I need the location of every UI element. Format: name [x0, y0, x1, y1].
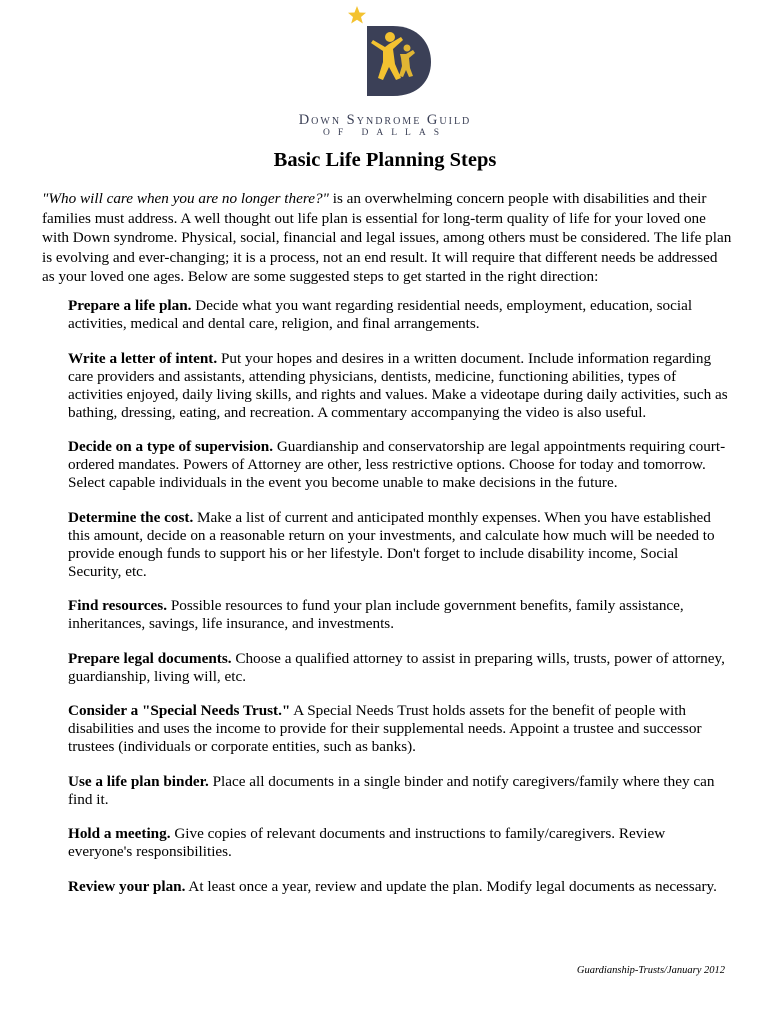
step-item — [68, 438, 732, 492]
step-heading: Review your plan. — [68, 877, 186, 895]
step-item — [68, 509, 732, 581]
logo — [345, 4, 435, 96]
intro-quote: "Who will care when you are no longer there?" — [42, 190, 329, 207]
page-title: Basic Life Planning Steps — [273, 149, 497, 171]
step-item — [68, 825, 732, 861]
step-heading: Prepare a life plan. — [68, 297, 192, 314]
star-and-figures-d-logo-icon — [345, 4, 435, 96]
step-body: A Special Needs Trust holds assets for the benefit of people with disabilities and uses the income to provide for their supplemental needs. Appoint a trustee and successor trustees (individuals or corporate entities, such as banks). — [68, 702, 702, 755]
intro-text: is an overwhelming concern people with disabilities and their families must address. A well thought out life plan is essential for long-term quality of life for your loved one with Down syndrome. Physical, social, financial and legal issues, among others must be considered. The life plan is evolving and ever-changing; it is a process, not an end result. It will require that different needs be addressed as your loved one ages. Below are some suggested steps to get started in the right direction: — [42, 190, 732, 286]
step-body: Give copies of relevant documents and instructions to family/caregivers. Review everyone's responsibilities. — [68, 825, 666, 860]
step-item — [68, 773, 732, 809]
step-heading: Prepare legal documents. — [68, 649, 232, 667]
step-item — [68, 878, 732, 896]
step-body: Decide what you want regarding residential needs, employment, education, social activities, medical and dental care, religion, and final arrangements. — [68, 297, 693, 332]
step-heading: Consider a "Special Needs Trust." — [68, 702, 291, 719]
step-body: Guardianship and conservatorship are legal appointments requiring court-ordered mandates. Powers of Attorney are other, less restrictive options. Choose for today and tomorrow. Select capable individuals in the event you become unable to make decisions in the future. — [68, 438, 726, 491]
step-body: Place all documents in a single binder and notify caregivers/family where they can find it. — [68, 772, 715, 808]
step-item — [68, 702, 732, 756]
step-item — [68, 350, 732, 422]
step-body: At least once a year, review and update the plan. Modify legal documents as necessary. — [185, 877, 717, 895]
step-item — [68, 597, 732, 633]
step-body: Possible resources to fund your plan include government benefits, family assistance, inheritances, savings, life insurance, and investments. — [68, 597, 684, 632]
org-name: Down Syndrome Guild — [298, 112, 472, 128]
step-item — [68, 650, 732, 686]
steps-list — [68, 297, 732, 912]
org-subtitle: OF DALLAS — [323, 128, 447, 138]
step-heading: Hold a meeting. — [68, 825, 171, 842]
intro-paragraph — [42, 189, 732, 287]
step-body: Make a list of current and anticipated monthly expenses. When you have established this amount, decide on a reasonable return on your investments, and calculate how much will be needed to provide enough funds to support his or her lifestyle. Don't forget to include disability income, Social Security, etc. — [68, 508, 715, 580]
step-body: Put your hopes and desires in a written document. Include information regarding care providers and assistants, attending physicians, dentists, medicine, functioning abilities, types of activities enjoyed, daily living skills, and rights and values. Make a videotape during daily activities, such as bathing, dressing, eating, and recreation. A commentary accompanying the video is also useful. — [68, 349, 728, 421]
step-heading: Write a letter of intent. — [68, 349, 218, 367]
step-heading: Use a life plan binder. — [68, 772, 209, 790]
step-heading: Decide on a type of supervision. — [68, 438, 274, 455]
footer-note: Guardianship-Trusts/January 2012 — [576, 965, 725, 976]
step-body: Choose a qualified attorney to assist in preparing wills, trusts, power of attorney, guardianship, living will, etc. — [68, 649, 725, 685]
step-heading: Determine the cost. — [68, 508, 194, 526]
step-heading: Find resources. — [68, 597, 168, 614]
step-item — [68, 297, 732, 333]
